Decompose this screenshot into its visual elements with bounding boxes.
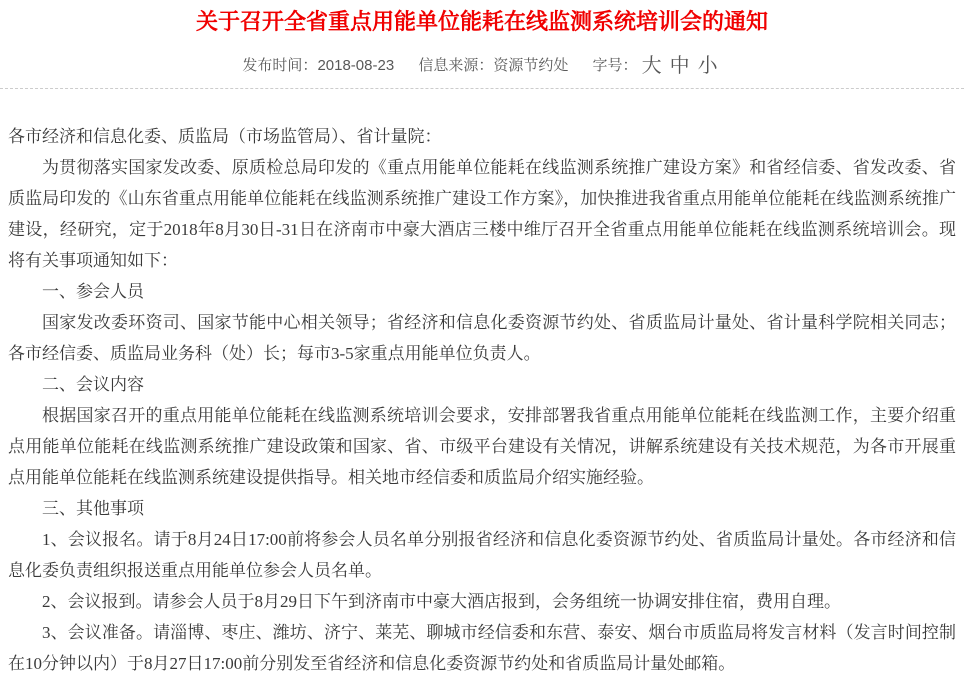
info-source-label: 信息来源： (418, 57, 494, 74)
paragraph: 2、会议报到。请参会人员于8月29日下午到济南市中豪大酒店报到，会务组统一协调安排住宿，费用自理。 (42, 592, 841, 611)
publish-time-value: 2018-08-23 (317, 57, 395, 74)
paragraph: 各市经济和信息化委、质监局（市场监管局）、省计量院： (8, 127, 442, 146)
page-title: 关于召开全省重点用能单位能耗在线监测系统培训会的通知 (195, 9, 768, 34)
paragraph: 二、会议内容 (42, 375, 144, 394)
paragraph: 国家发改委环资司、国家节能中心相关领导；省经济和信息化委资源节约处、省质监局计量处、省计量科学院相关同志；各市经信委、质监局业务科（处）长；每市3-5家重点用能单位负责人。 (8, 313, 956, 363)
paragraph: 3、会议准备。请淄博、枣庄、潍坊、济宁、莱芜、聊城市经信委和东营、泰安、烟台市质监局将发言材料（发言时间控制在10分钟以内）于8月27日17:00前分别发至省经济和信息化委资源节约处和省质监局计量处邮箱。 (8, 623, 956, 673)
paragraph: 一、参会人员 (42, 282, 144, 301)
article-body (0, 97, 964, 679)
meta-line (0, 56, 964, 76)
paragraph: 为贯彻落实国家发改委、原质检总局印发的《重点用能单位能耗在线监测系统推广建设方案》和省经信委、省发改委、省质监局印发的《山东省重点用能单位能耗在线监测系统推广建设工作方案》，加快推进我省重点用能单位能耗在线监测系统推广建设，经研究，定于2018年8月30日-31日在济南市中豪大酒店三楼中维厅召开全省重点用能单位能耗在线监测系统培训会。现将有关事项通知如下： (8, 158, 956, 270)
info-source (418, 57, 572, 74)
font-size-switcher (592, 55, 722, 77)
page-header (0, 0, 964, 89)
publish-time-label: 发布时间： (242, 57, 318, 74)
publish-time (242, 57, 398, 74)
font-size-option-medium[interactable]: 中 (669, 55, 690, 77)
font-size-option-small[interactable]: 小 (697, 55, 718, 77)
paragraph: 根据国家召开的重点用能单位能耗在线监测系统培训会要求，安排部署我省重点用能单位能耗在线监测工作，主要介绍重点用能单位能耗在线监测系统推广建设政策和国家、省、市级平台建设有关情况，讲解系统建设有关技术规范，为各市开展重点用能单位能耗在线监测系统建设提供指导。相关地市经信委和质监局介绍实施经验。 (8, 406, 956, 487)
font-size-label: 字号： (592, 57, 638, 74)
paragraph: 1、会议报名。请于8月24日17:00前将参会人员名单分别报省经济和信息化委资源节约处、省质监局计量处。各市经济和信息化委负责组织报送重点用能单位参会人员名单。 (8, 530, 956, 580)
content-divider (0, 88, 964, 89)
info-source-value: 资源节约处 (493, 57, 569, 74)
paragraph: 三、其他事项 (42, 499, 144, 518)
font-size-option-large[interactable]: 大 (641, 55, 662, 77)
